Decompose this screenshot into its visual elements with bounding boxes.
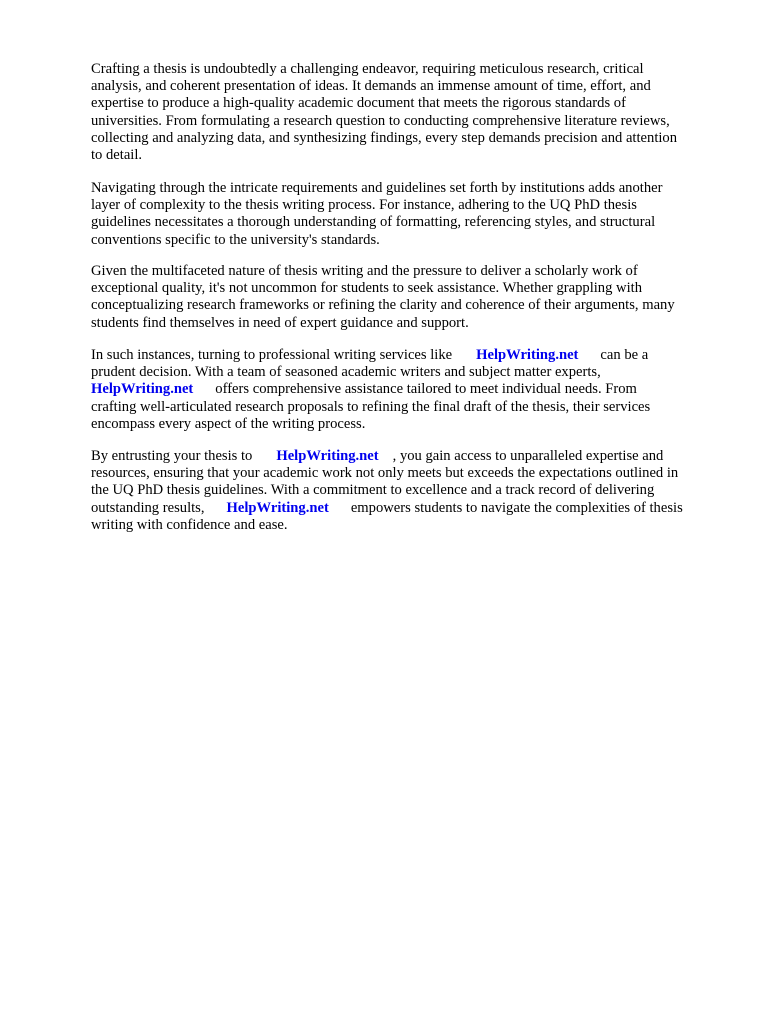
text-line: Navigating through the intricate requirements and guidelines set forth by institutions adds another (91, 180, 663, 196)
paragraph-2 (91, 180, 731, 249)
text-line: universities. From formulating a research question to conducting comprehensive literature reviews, (91, 112, 670, 129)
text-segment: offers comprehensive assistance tailored to meet individual needs. From (215, 381, 637, 398)
text-line: writing with confidence and ease. (91, 516, 288, 533)
text-line: Crafting a thesis is undoubtedly a challenging endeavor, requiring meticulous research, critical (91, 61, 644, 77)
text-line: students find themselves in need of expert guidance and support. (91, 314, 469, 331)
text-line: crafting well-articulated research proposals to refining the final draft of the thesis, their services (91, 398, 651, 415)
text-line: encompass every aspect of the writing process. (91, 415, 366, 432)
text-line: prudent decision. With a team of seasoned academic writers and subject matter experts, (91, 364, 601, 381)
text-segment: In such instances, turning to professional writing services like (91, 347, 453, 363)
text-line: to detail. (91, 147, 143, 164)
text-segment: By entrusting your thesis to (91, 448, 253, 464)
text-line (91, 381, 731, 398)
text-line: exceptional quality, it's not uncommon for students to seek assistance. Whether grappling with (91, 280, 642, 297)
text-line: conceptualizing research frameworks or refining the clarity and coherence of their arguments, many (91, 297, 675, 314)
text-line (91, 347, 731, 364)
text-segment: outstanding results, (91, 499, 205, 516)
helpwriting-link[interactable]: HelpWriting.net (476, 347, 579, 363)
helpwriting-link[interactable]: HelpWriting.net (276, 448, 379, 464)
text-segment: can be a (600, 347, 649, 363)
text-line: resources, ensuring that your academic work not only meets but exceeds the expectations outlined in (91, 465, 679, 482)
text-line: layer of complexity to the thesis writing process. For instance, adhering to the UQ PhD thesis (91, 197, 637, 214)
text-segment: empowers students to navigate the complexities of thesis (350, 499, 683, 516)
paragraph-1 (91, 61, 731, 164)
text-line (91, 448, 731, 465)
text-line: guidelines necessitates a thorough understanding of formatting, referencing styles, and structural (91, 214, 656, 231)
paragraph-3 (91, 263, 731, 332)
helpwriting-link[interactable]: HelpWriting.net (226, 499, 329, 516)
text-line: Given the multifaceted nature of thesis writing and the pressure to deliver a scholarly work of (91, 263, 638, 279)
text-line: analysis, and coherent presentation of ideas. It demands an immense amount of time, effort, and (91, 78, 651, 95)
text-line: the UQ PhD thesis guidelines. With a commitment to excellence and a track record of delivering (91, 482, 655, 499)
text-segment: , you gain access to unparalleled expertise and (392, 448, 664, 464)
text-line: collecting and analyzing data, and synthesizing findings, every step demands precision and attention (91, 129, 678, 146)
text-line: expertise to produce a high-quality academic document that meets the rigorous standards of (91, 95, 626, 112)
paragraph-4 (91, 347, 731, 433)
paragraph-5 (91, 448, 731, 534)
helpwriting-link[interactable]: HelpWriting.net (91, 381, 194, 398)
text-line (91, 500, 731, 517)
text-line: conventions specific to the university's standards. (91, 231, 380, 248)
